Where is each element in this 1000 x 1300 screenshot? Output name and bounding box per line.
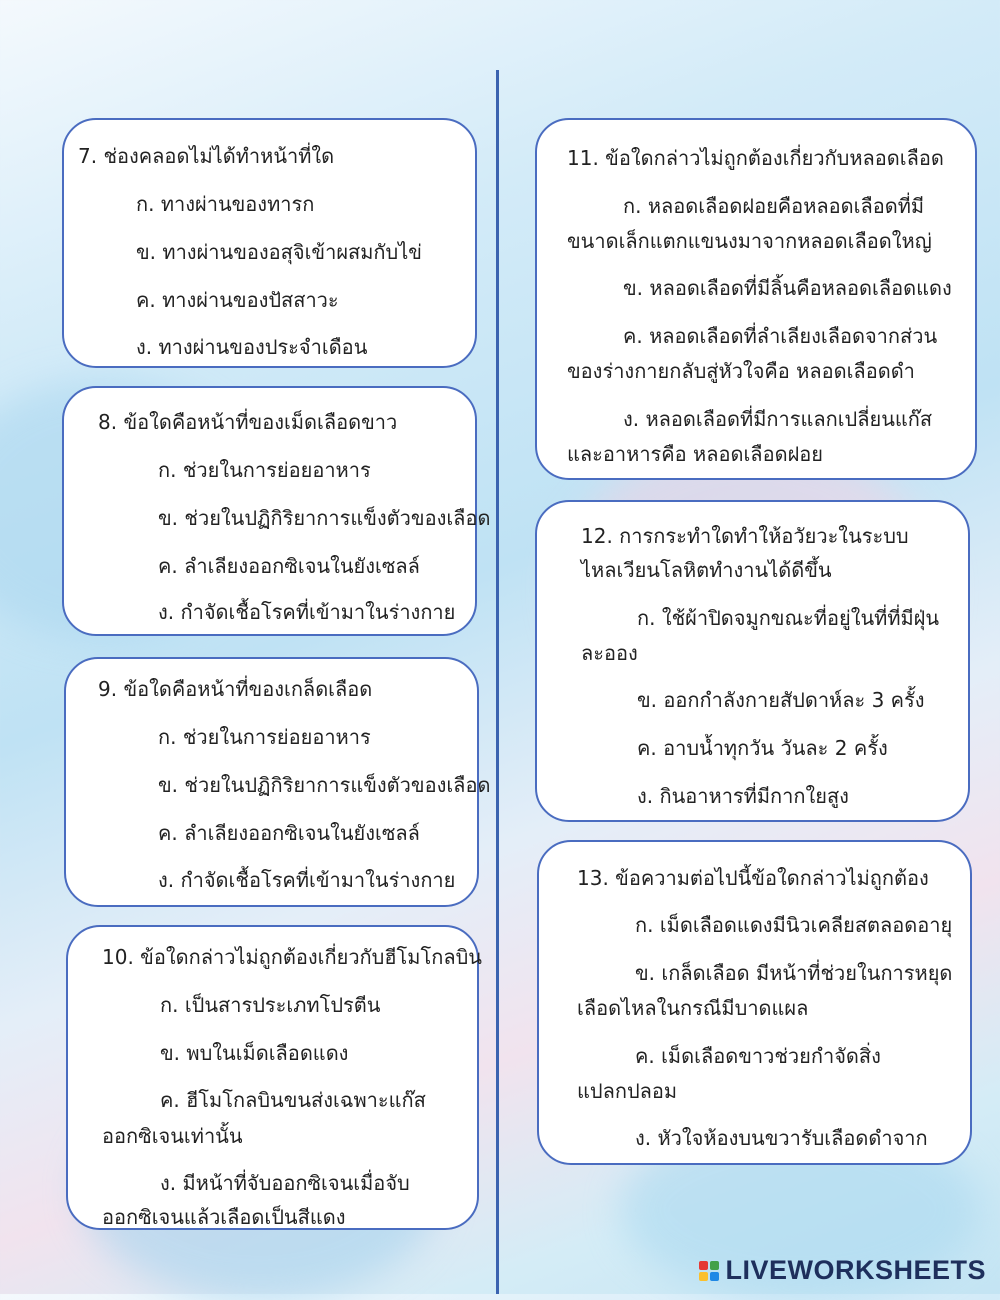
question-card-7 [62,118,477,368]
option-c[interactable]: ค. ฮีโมโกลบินขนส่งเฉพาะแก๊ส [160,1088,426,1112]
column-divider [496,70,499,1294]
option-c[interactable]: ค. ลำเลียงออกซิเจนในยังเซลล์ [158,821,420,845]
option-c[interactable]: ค. ลำเลียงออกซิเจนในยังเซลล์ [158,554,420,578]
logo-square [710,1261,719,1270]
option-d[interactable]: ง. มีหน้าที่จับออกซิเจนเมื่อจับ [160,1171,410,1195]
option-d[interactable]: ง. หลอดเลือดที่มีการแลกเปลี่ยนแก๊ส [623,407,933,431]
logo-square [710,1272,719,1281]
option-c[interactable]: ค. เม็ดเลือดขาวช่วยกำจัดสิ่ง [635,1044,881,1068]
option-c[interactable]: ค. หลอดเลือดที่ลำเลียงเลือดจากส่วน [623,324,938,348]
question-title: 10. ข้อใดกล่าวไม่ถูกต้องเกี่ยวกับฮีโมโกลบิน [102,945,482,969]
option-a-continuation: ขนาดเล็กแตกแขนงมาจากหลอดเลือดใหญ่ [567,229,932,253]
question-title: 13. ข้อความต่อไปนี้ข้อใดกล่าวไม่ถูกต้อง [577,866,929,890]
question-card-8 [62,386,491,636]
option-d[interactable]: ง. ทางผ่านของประจำเดือน [136,335,368,359]
question-title: 11. ข้อใดกล่าวไม่ถูกต้องเกี่ยวกับหลอดเลือด [567,146,944,170]
logo-square [699,1261,708,1270]
question-card-9 [64,657,491,907]
option-a[interactable]: ก. ช่วยในการย่อยอาหาร [158,725,371,749]
question-card-11 [535,118,977,480]
option-d-continuation: ออกซิเจนแล้วเลือดเป็นสีแดง [102,1205,346,1229]
question-card-10 [66,925,482,1230]
option-a[interactable]: ก. ช่วยในการย่อยอาหาร [158,458,371,482]
option-b[interactable]: ข. ช่วยในปฏิกิริยาการแข็งตัวของเลือด [158,773,491,797]
option-c[interactable]: ค. ทางผ่านของปัสสาวะ [136,288,339,312]
logo-square [699,1272,708,1281]
brand-name: LIVEWORKSHEETS [725,1255,986,1285]
question-title: 12. การกระทำใดทำให้อวัยวะในระบบ [581,524,909,548]
option-c[interactable]: ค. อาบน้ำทุกวัน วันละ 2 ครั้ง [637,736,888,760]
option-d[interactable]: ง. หัวใจห้องบนขวารับเลือดดำจาก [635,1126,928,1150]
option-b[interactable]: ข. ออกกำลังกายสัปดาห์ละ 3 ครั้ง [637,688,925,712]
option-a[interactable]: ก. เป็นสารประเภทโปรตีน [160,993,381,1017]
option-d[interactable]: ง. กำจัดเชื้อโรคที่เข้ามาในร่างกาย [158,600,456,624]
option-b[interactable]: ข. หลอดเลือดที่มีลิ้นคือหลอดเลือดแดง [623,276,952,300]
option-d[interactable]: ง. กินอาหารที่มีกากใยสูง [637,784,849,808]
option-b[interactable]: ข. ช่วยในปฏิกิริยาการแข็งตัวของเลือด [158,506,491,530]
question-title-line-2: ไหลเวียนโลหิตทำงานได้ดีขึ้น [581,558,832,582]
option-a[interactable]: ก. เม็ดเลือดแดงมีนิวเคลียสตลอดอายุ [635,913,953,937]
option-c-continuation: ออกซิเจนเท่านั้น [102,1124,243,1148]
liveworksheets-logo[interactable] [699,1255,986,1286]
option-a[interactable]: ก. ใช้ผ้าปิดจมูกขณะที่อยู่ในที่ที่มีฝุ่น [637,606,940,630]
option-a[interactable]: ก. หลอดเลือดฝอยคือหลอดเลือดที่มี [623,194,925,218]
question-title: 7. ช่องคลอดไม่ได้ทำหน้าที่ใด [78,144,335,168]
option-a[interactable]: ก. ทางผ่านของทารก [136,192,315,216]
option-c-continuation: ของร่างกายกลับสู่หัวใจคือ หลอดเลือดดำ [567,359,915,383]
option-d[interactable]: ง. กำจัดเชื้อโรคที่เข้ามาในร่างกาย [158,868,456,892]
option-d-continuation: และอาหารคือ หลอดเลือดฝอย [567,442,824,466]
option-b[interactable]: ข. พบในเม็ดเลือดแดง [160,1041,349,1065]
option-b[interactable]: ข. เกล็ดเลือด มีหน้าที่ช่วยในการหยุด [635,961,953,985]
question-card-12 [535,500,970,822]
question-title: 8. ข้อใดคือหน้าที่ของเม็ดเลือดขาว [98,410,398,434]
liveworksheets-logo-icon [699,1261,719,1281]
question-card-13 [537,840,972,1165]
option-a-continuation: ละออง [581,641,638,665]
option-b-continuation: เลือดไหลในกรณีมีบาดแผล [577,996,809,1020]
option-b[interactable]: ข. ทางผ่านของอสุจิเข้าผสมกับไข่ [136,240,422,264]
question-title: 9. ข้อใดคือหน้าที่ของเกล็ดเลือด [98,677,373,701]
option-c-continuation: แปลกปลอม [577,1079,678,1103]
